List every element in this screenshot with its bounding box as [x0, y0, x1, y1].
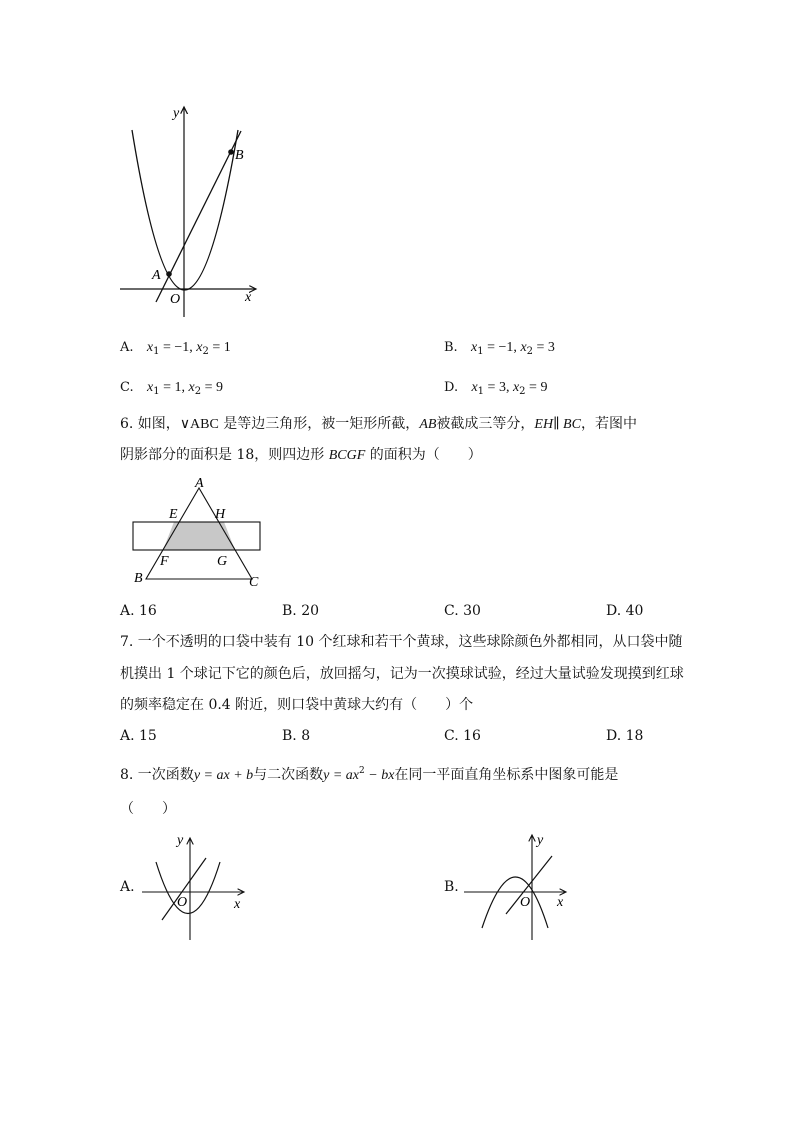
q6-option-d[interactable]: D. 40	[606, 603, 644, 619]
q7-line-1: 7. 一个不透明的口袋中装有 10 个红球和若干个黄球，这些球除颜色外都相同，从口袋中随	[120, 634, 683, 650]
q5-option-d[interactable]: D. $x_1 = 3$, $x_2 = 9$	[444, 380, 548, 397]
q7-option-c[interactable]: C. 16	[444, 728, 481, 744]
q5-option-a[interactable]: A. $x_1 = -1$, $x_2 = 1$	[120, 340, 231, 357]
q5-option-b[interactable]: B. $x_1 = -1$, $x_2 = 3$	[444, 340, 555, 357]
triangle-rectangle-figure	[125, 475, 270, 590]
q7-line-2: 机摸出 1 个球记下它的颜色后，放回摇匀，记为一次摸球试验，经过大量试验发现摸到红球	[120, 666, 684, 682]
q8-option-a-label[interactable]: A.	[120, 879, 135, 895]
q7-line-3: 的频率稳定在 0.4 附近，则口袋中黄球大约有（ ）个	[120, 697, 474, 713]
point-b	[228, 149, 234, 155]
q6-line-2: 阴影部分的面积是 18，则四边形 BCGF 的面积为（ ）	[120, 447, 482, 463]
q6-option-a[interactable]: A. 16	[120, 603, 157, 619]
fig-label-o: O	[520, 895, 531, 910]
fig-label-b: B	[235, 148, 244, 163]
fig-label-a: A	[195, 476, 204, 491]
fig-label-x: x	[557, 895, 564, 910]
q6-option-c[interactable]: C. 30	[444, 603, 481, 619]
fig-label-b: B	[134, 571, 143, 586]
fig-label-h: H	[215, 507, 226, 522]
fig-label-y: y	[177, 833, 184, 848]
q6-line-1: 6. 如图，∨ABC 是等边三角形，被一矩形所截，AB被截成三等分，EH∥ BC，若图中	[120, 416, 637, 432]
fig-label-o: O	[170, 292, 181, 307]
fig-label-g: G	[217, 554, 228, 569]
fig-label-o: O	[177, 895, 188, 910]
q8-option-b-label[interactable]: B.	[444, 879, 459, 895]
q8-answer-paren: （ ）	[120, 801, 176, 817]
fig-label-e: E	[169, 507, 178, 522]
fig-label-x: x	[234, 897, 241, 912]
parabola-line-figure	[110, 95, 270, 325]
fig-label-c: C	[249, 575, 259, 590]
point-a	[166, 271, 172, 277]
fig-label-a: A	[152, 268, 161, 283]
q8-line-1: 8. 一次函数y = ax + b与二次函数$y = ax^2$ − bx在同一平面直角坐标系中图象可能是	[120, 766, 619, 783]
q7-option-d[interactable]: D. 18	[606, 728, 644, 744]
fig-label-y: y	[173, 106, 180, 121]
q8-option-b-graph[interactable]	[462, 830, 577, 945]
parabola-curve	[156, 862, 220, 914]
parabola-curve	[132, 130, 238, 290]
q5-option-c[interactable]: C. $x_1 = 1$, $x_2 = 9$	[120, 380, 223, 397]
fig-label-f: F	[160, 554, 169, 569]
fig-label-x: x	[245, 290, 252, 305]
fig-label-y: y	[537, 833, 544, 848]
option-letter: A.	[120, 340, 134, 355]
shaded-region	[163, 522, 235, 550]
linear-line	[162, 858, 206, 920]
q7-option-b[interactable]: B. 8	[282, 728, 311, 744]
q6-option-b[interactable]: B. 20	[282, 603, 320, 619]
q8-option-a-graph[interactable]	[140, 830, 255, 945]
q7-option-a[interactable]: A. 15	[120, 728, 157, 744]
